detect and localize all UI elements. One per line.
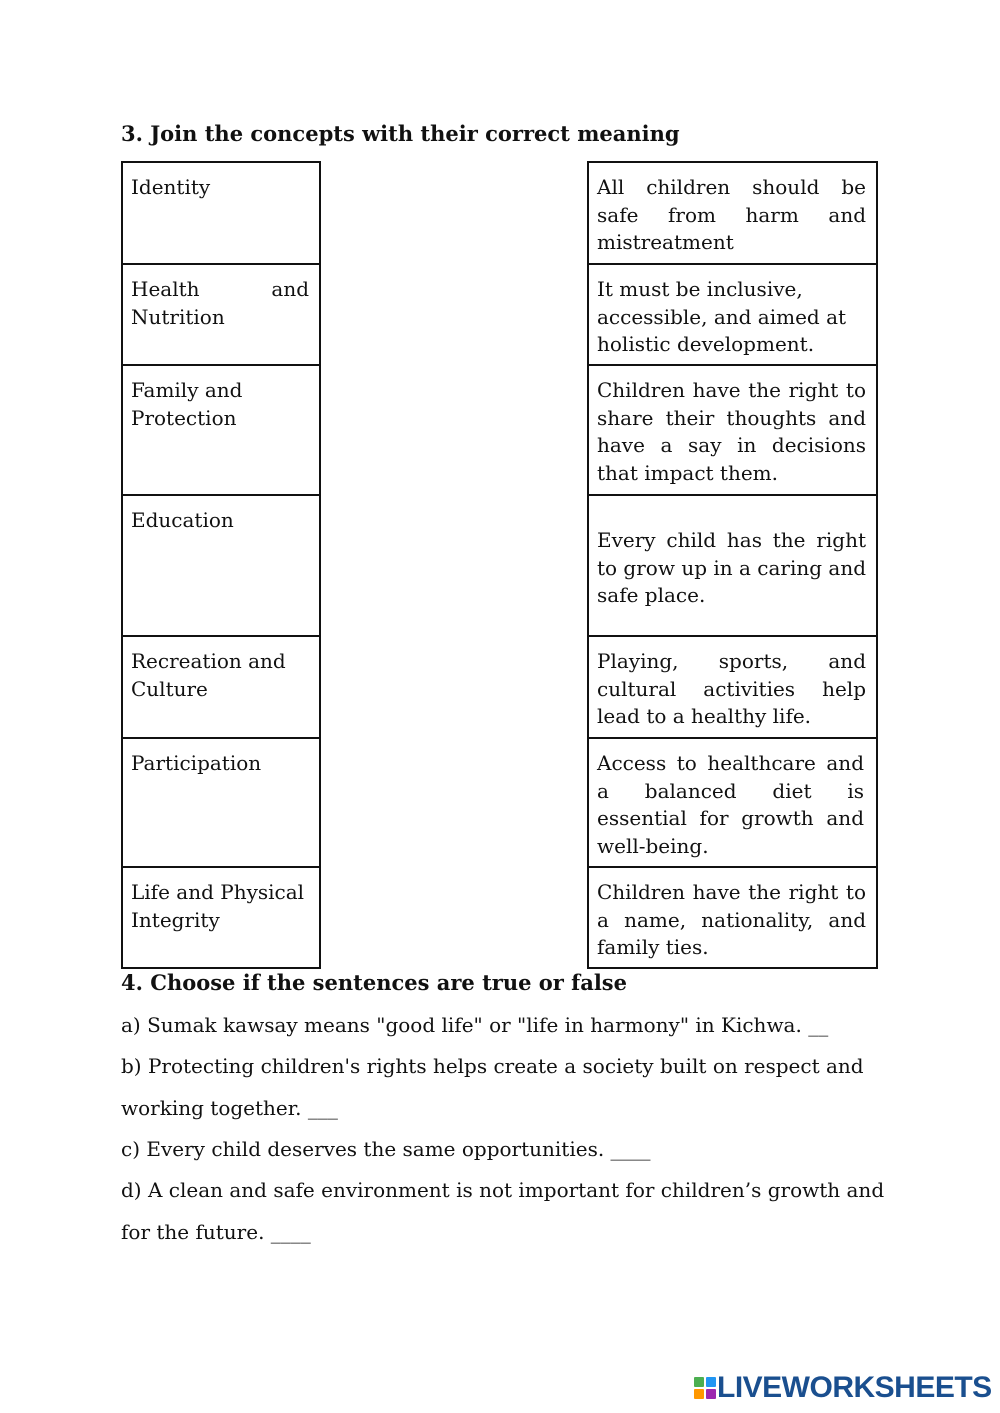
true-false-sentence-d-cont: for the future. ____ — [121, 1220, 311, 1244]
meaning-cell[interactable]: Every child has the right to grow up in a caring and safe place. — [589, 496, 876, 637]
section-4-heading: 4. Choose if the sentences are true or false — [121, 970, 627, 995]
concept-cell[interactable]: Education — [123, 496, 319, 637]
meaning-cell[interactable]: All children should be safe from harm and mistreatment — [589, 163, 876, 265]
concept-cell[interactable]: Health and Nutrition — [123, 265, 319, 366]
concept-cell[interactable]: Identity — [123, 163, 319, 265]
concepts-column — [121, 161, 321, 969]
true-false-sentence-d: d) A clean and safe environment is not important for children’s growth and — [121, 1178, 885, 1202]
liveworksheets-logo — [694, 1373, 990, 1405]
true-false-sentence-c: c) Every child deserves the same opportunities. ____ — [121, 1137, 651, 1161]
concept-cell[interactable]: Family and Protection — [123, 366, 319, 496]
true-false-sentence-b-cont: working together. ___ — [121, 1096, 338, 1120]
true-false-sentence-a: a) Sumak kawsay means "good life" or "life in harmony" in Kichwa. __ — [121, 1013, 829, 1037]
concept-cell[interactable]: Participation — [123, 739, 319, 868]
logo-block — [706, 1377, 716, 1387]
logo-block — [706, 1389, 716, 1399]
meanings-column — [587, 161, 878, 969]
concept-cell[interactable]: Recreation and Culture — [123, 637, 319, 739]
section-3-heading: 3. Join the concepts with their correct meaning — [121, 121, 680, 146]
meaning-cell[interactable]: Children have the right to a name, nationality, and family ties. — [597, 880, 866, 959]
true-false-sentence-b: b) Protecting children's rights helps create a society built on respect and — [121, 1054, 864, 1078]
logo-block — [694, 1377, 704, 1387]
meaning-cell[interactable]: Playing, sports, and cultural activities help lead to a healthy life. — [589, 637, 876, 739]
concept-cell[interactable]: Life and Physical Integrity — [131, 880, 305, 932]
meaning-cell[interactable]: It must be inclusive, accessible, and aimed at holistic development. — [589, 265, 876, 366]
meaning-cell[interactable]: Access to healthcare and a balanced diet is essential for growth and well-being. — [589, 739, 876, 868]
meaning-cell[interactable]: Children have the right to share their thoughts and have a say in decisions that impact them. — [589, 366, 876, 496]
logo-block — [694, 1389, 704, 1399]
logo-text: LIVEWORKSHEETS — [717, 1371, 992, 1404]
logo-blocks-icon — [694, 1377, 716, 1399]
